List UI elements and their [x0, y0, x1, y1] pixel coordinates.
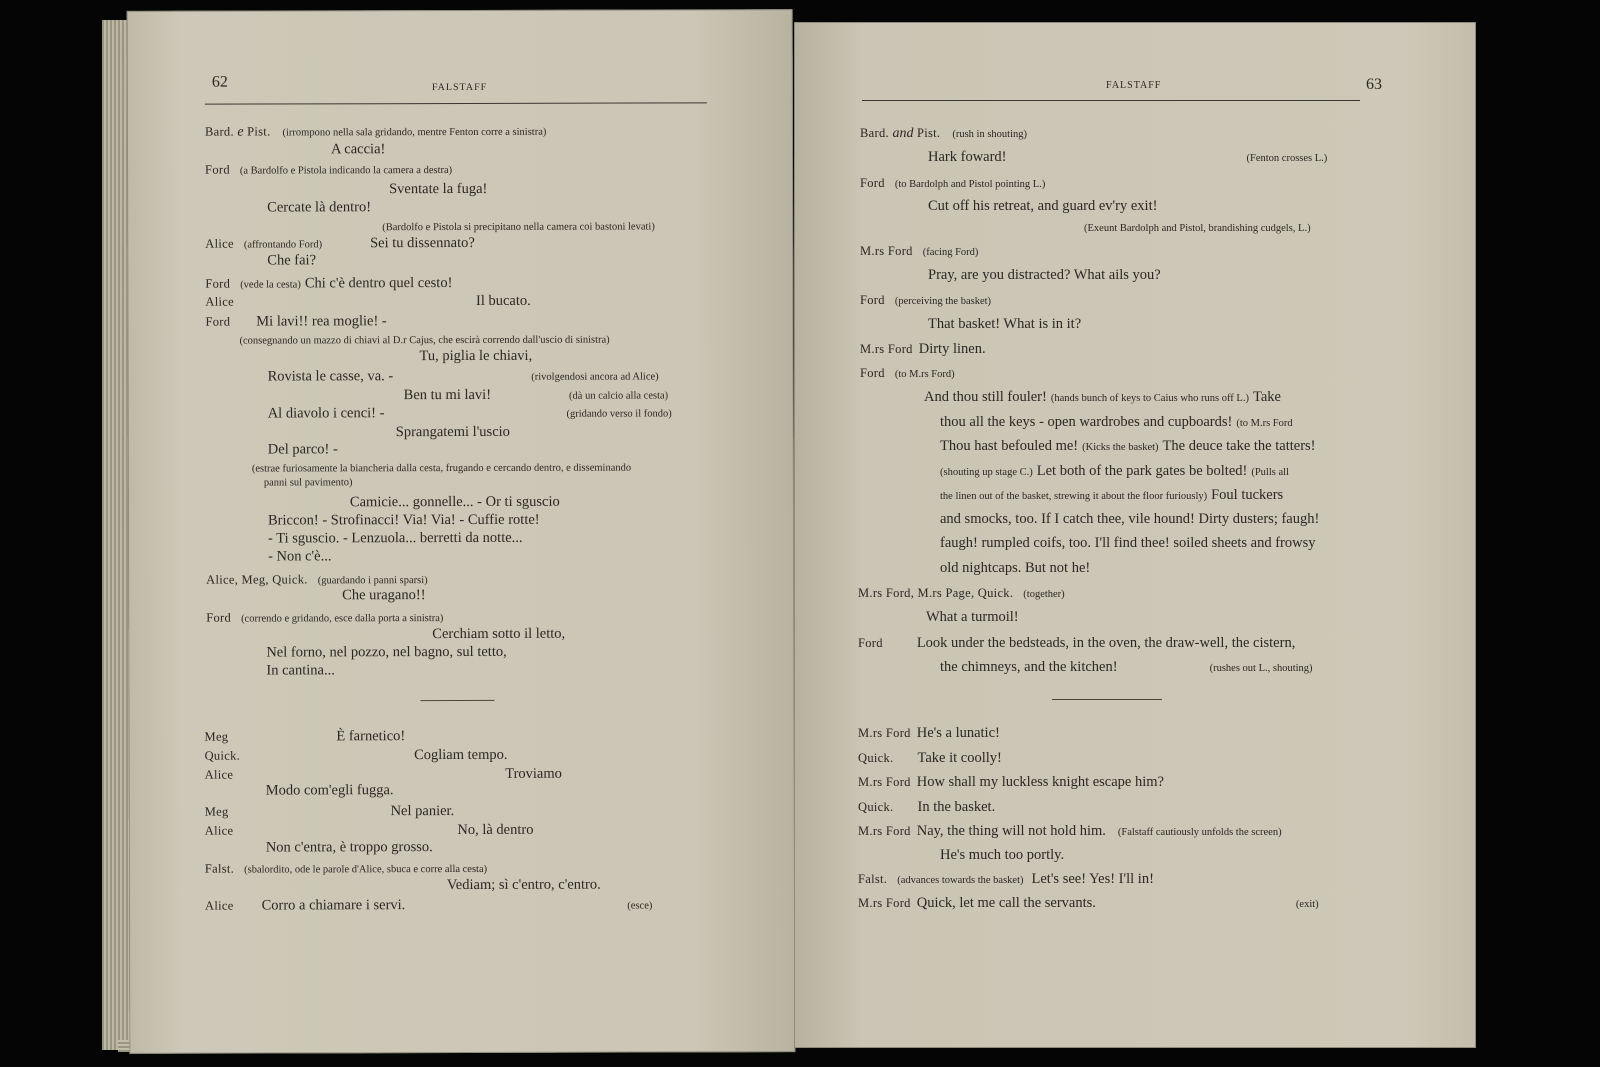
dialogue-line: Ford (to M.rs Ford)	[860, 366, 955, 380]
dialogue-line: Cercate là dentro!	[267, 199, 372, 216]
dialogue-line: He's much too portly.	[940, 847, 1065, 863]
dialogue-line: Briccon! - Strofinacci! Via! Via! - Cuffie rotte!	[267, 511, 540, 529]
dialogue-line: What a turmoil!	[926, 609, 1019, 625]
dialogue-line: faugh! rumpled coifs, too. I'll find thee! soiled sheets and frowsy	[940, 535, 1316, 551]
dialogue-line: Ford (vede la cesta) Chi c'è dentro quel cesto!	[205, 275, 453, 292]
dialogue-line: old nightcaps. But not he!	[940, 560, 1091, 576]
stage-direction: (Bardolfo e Pistola si precipitano nella camera coi bastoni levati)	[382, 221, 655, 234]
dialogue-line: M.rs Ford (facing Ford)	[860, 244, 979, 258]
dialogue-line: Bard. e Pist. (irrompono nella sala gridando, mentre Fenton corre a sinistra)	[204, 124, 547, 140]
dialogue-line: Alice No, là dentro	[204, 821, 534, 839]
dialogue-line: Tu, piglia le chiavi,	[419, 347, 533, 365]
stage-direction: (consegnando un mazzo di chiavi al D.r Cajus, che escirà correndo dall'uscio di sinistra)	[239, 334, 610, 347]
dialogue-line: Alice Corro a chiamare i servi. (esce)	[204, 897, 653, 914]
dialogue-line: M.rs Ford, M.rs Page, Quick. (together)	[858, 586, 1065, 600]
dialogue-line: In cantina...	[266, 662, 335, 679]
dialogue-line: M.rs Ford Dirty linen.	[860, 341, 986, 357]
dialogue-line: Quick. In the basket.	[858, 799, 996, 815]
dialogue-line: Ford Mi lavi!! rea moglie! -	[205, 313, 387, 330]
stage-direction: (Exeunt Bardolph and Pistol, brandishing cudgels, L.)	[1084, 223, 1311, 234]
stage-direction: (estrae furiosamente la biancheria dalla cesta, frugando e cercando dentro, e disseminando	[251, 462, 632, 475]
dialogue-line: Alice Troviamo	[204, 765, 562, 782]
header-rule	[205, 102, 707, 104]
dialogue-line: - Non c'è...	[268, 548, 332, 565]
dialogue-line: Meg Nel panier.	[204, 803, 455, 820]
dialogue-line: Non c'entra, è troppo grosso.	[265, 839, 433, 856]
dialogue-line: Rovista le casse, va. - (rivolgendosi ancora ad Alice)	[267, 368, 659, 385]
dialogue-line: Vediam; sì c'entro, c'entro.	[446, 876, 601, 894]
dialogue-line: Hark foward! (Fenton crosses L.)	[928, 149, 1328, 165]
dialogue-line: Alice, Meg, Quick. (guardando i panni sparsi)	[206, 572, 428, 587]
dialogue-line: Al diavolo i cenci! - (gridando verso il fondo)	[267, 405, 672, 422]
running-head: FALSTAFF	[1106, 80, 1162, 91]
dialogue-line: M.rs Ford How shall my luckless knight escape him?	[858, 774, 1164, 790]
dialogue-line: thou all the keys - open wardrobes and cupboards! (to M.rs Ford	[940, 414, 1293, 430]
header-rule	[862, 100, 1360, 101]
dialogue-line: (shouting up stage C.) Let both of the park gates be bolted! (Pulls all	[940, 463, 1289, 479]
dialogue-line: That basket! What is in it?	[928, 316, 1082, 332]
dialogue-line: Cut off his retreat, and guard ev'ry exit!	[928, 198, 1158, 214]
dialogue-line: Ford (a Bardolfo e Pistola indicando la camera a destra)	[205, 162, 453, 177]
dialogue-line: Nel forno, nel pozzo, nel bagno, sul tetto,	[266, 643, 507, 661]
dialogue-line: and smocks, too. If I catch thee, vile hound! Dirty dusters; faugh!	[940, 511, 1320, 527]
dialogue-line: Thou hast befouled me! (Kicks the basket) The deuce take the tatters!	[940, 438, 1316, 454]
dialogue-line: Che fai?	[267, 252, 317, 269]
dialogue-line: M.rs Ford He's a lunatic!	[858, 725, 1000, 741]
stage-direction: panni sul pavimento)	[263, 477, 353, 489]
dialogue-line: the chimneys, and the kitchen! (rushes out L., shouting)	[940, 659, 1313, 675]
dialogue-line: Quick. Take it coolly!	[858, 750, 1002, 766]
dialogue-line: Meg È farnetico!	[204, 728, 406, 745]
dialogue-line: And thou still fouler! (hands bunch of keys to Caius who runs off L.) Take	[924, 389, 1281, 405]
dialogue-line: the linen out of the basket, strewing it about the floor furiously) Foul tuckers	[940, 487, 1284, 503]
dialogue-line: M.rs Ford Quick, let me call the servants. (exit)	[858, 895, 1319, 911]
dialogue-line: Modo com'egli fugga.	[265, 782, 394, 799]
dialogue-line: Sprangatemi l'uscio	[395, 423, 510, 441]
dialogue-line: Alice Il bucato.	[205, 292, 531, 309]
section-divider	[420, 700, 494, 701]
dialogue-line: A caccia!	[330, 141, 386, 158]
dialogue-line: - Ti sguscio. - Lenzuola... berretti da notte...	[267, 529, 523, 547]
dialogue-line: Che uragano!!	[342, 587, 426, 604]
dialogue-line: Falst. (sbalordito, ode le parole d'Alice, sbuca e corre alla cesta)	[204, 861, 488, 876]
dialogue-line: Ford (correndo e gridando, esce dalla porta a sinistra)	[206, 610, 444, 625]
left-page	[127, 9, 796, 1054]
right-page	[794, 22, 1476, 1048]
dialogue-line: Alice (affrontando Ford) Sei tu dissennato?	[205, 234, 475, 252]
dialogue-line: Ford (to Bardolph and Pistol pointing L.)	[860, 176, 1046, 190]
dialogue-line: Pray, are you distracted? What ails you?	[928, 267, 1161, 283]
dialogue-line: Quick. Cogliam tempo.	[204, 746, 508, 764]
dialogue-line: Ben tu mi lavi! (dà un calcio alla cesta)	[403, 386, 669, 404]
dialogue-line: Ford Look under the bedsteads, in the oven, the draw-well, the cistern,	[858, 635, 1296, 651]
running-head: FALSTAFF	[431, 81, 488, 94]
dialogue-line: Falst. (advances towards the basket) Let's see! Yes! I'll in!	[858, 871, 1154, 887]
dialogue-line: Ford (perceiving the basket)	[860, 293, 992, 307]
dialogue-line: Bard. and Pist. (rush in shouting)	[860, 126, 1027, 141]
dialogue-line: Camicie... gonnelle... - Or ti sguscio	[349, 493, 560, 511]
page-number: 62	[211, 73, 228, 91]
section-divider	[1052, 699, 1162, 700]
dialogue-line: Cerchiam sotto il letto,	[432, 625, 566, 643]
dialogue-line: M.rs Ford Nay, the thing will not hold him. (Falstaff cautiously unfolds the screen)	[858, 823, 1282, 839]
page-number: 63	[1366, 76, 1382, 93]
dialogue-line: Sventate la fuga!	[389, 180, 488, 198]
dialogue-line: Del parco! -	[267, 441, 338, 458]
